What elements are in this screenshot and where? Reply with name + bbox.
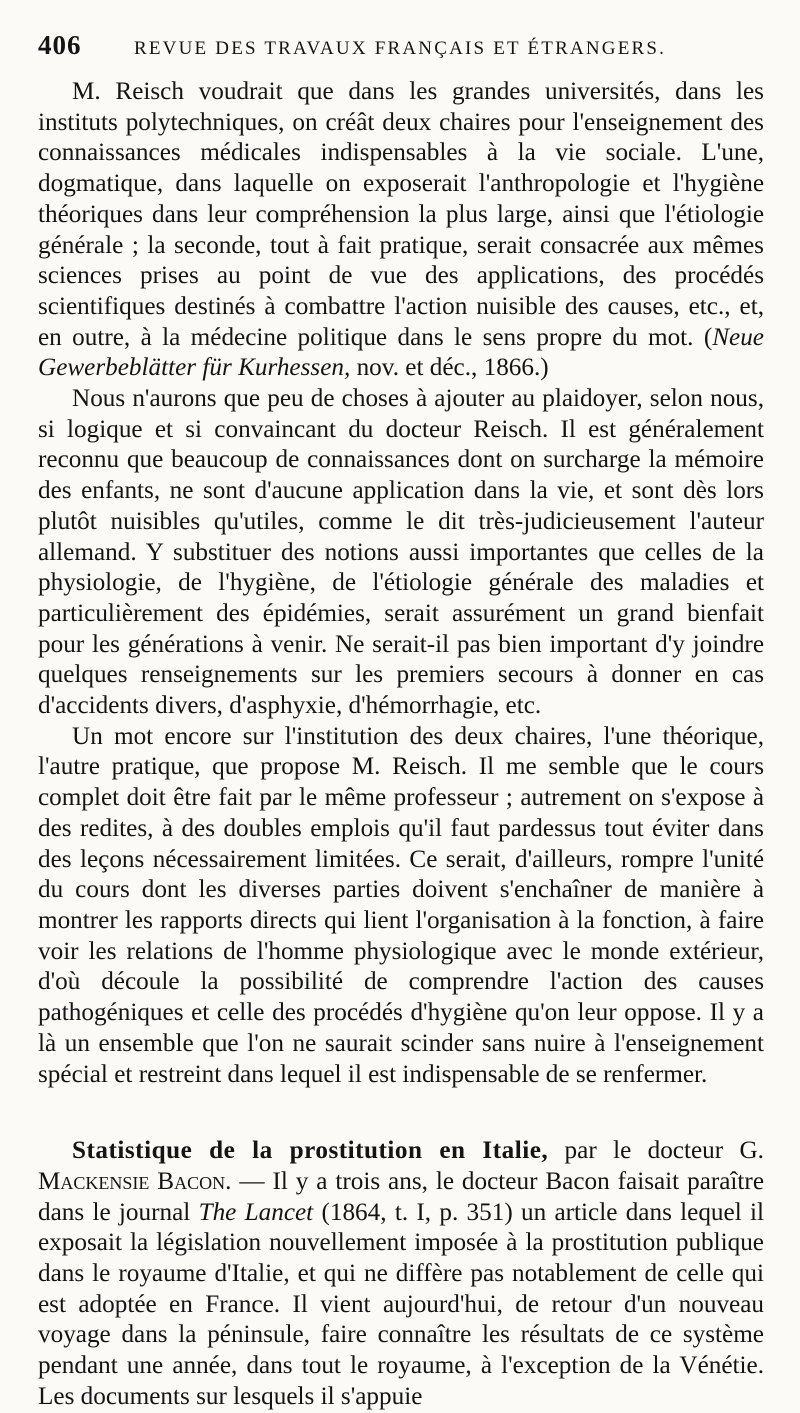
running-header — [38, 30, 764, 71]
section-text-1: — Il y a trois ans, le docteur Bacon faisait paraître dans le journal — [38, 1167, 764, 1226]
body-text — [38, 77, 764, 1413]
paragraph-1 — [38, 77, 764, 384]
section-by: par le docteur G. — [548, 1137, 764, 1165]
page-number: 406 — [38, 30, 82, 60]
running-title: REVUE DES TRAVAUX FRANÇAIS ET ÉTRANGERS. — [134, 38, 667, 59]
citation-date: nov. et déc., 1866.) — [350, 354, 549, 382]
section-author: Mackensie Bacon. — [38, 1167, 232, 1195]
citation-title: Neue Gewerbeblätter für Kurhessen, — [38, 323, 764, 382]
paragraph-2: Nous n'aurons que peu de choses à ajouter au plaidoyer, selon nous, si logique et si convaincant du docteur Reisch. Il est généralement reconnu que beaucoup de connaissances dont on surcharge la mémoire des enfants, ne sont d'aucune application dans la vie, et sont dès lors plutôt nuisibles qu'utiles, comme le dit très-judicieusement l'auteur allemand. Y substituer des notions aussi importantes que celles de la physiologie, de l'hygiène, de l'étiologie générale des maladies et particulièrement des épidémies, serait assurément un grand bienfait pour les générations à venir. Ne serait-il pas bien important d'y joindre quelques renseignements sur les premiers secours à donner en cas d'accidents divers, d'asphyxie, d'hémorrhagie, etc. — [38, 385, 764, 720]
paragraph-1-text: M. Reisch voudrait que dans les grandes universités, dans les instituts polytechniques, on créât deux chaires pour l'enseignement des connaissances médicales indispensables à la vie sociale. L'une, dogmatique, dans laquelle on exposerait l'anthropologie et l'hygiène théoriques dans leur compréhension la plus large, ainsi que l'étiologie générale ; la seconde, tout à fait pratique, serait consacrée aux mêmes sciences prises au point de vue des applications, des procédés scientifiques destinés à combattre l'action nuisible des causes, etc., et, en outre, à la médecine politique dans le sens propre du mot. ( — [38, 78, 764, 351]
section-work-title: The Lancet — [198, 1198, 314, 1226]
section-title: Statistique de la prostitution en Italie, — [72, 1137, 549, 1165]
paragraph-3: Un mot encore sur l'institution des deux chaires, l'une théorique, l'autre pratique, que propose M. Reisch. Il me semble que le cours complet doit être fait par le même professeur ; autrement on s'expose à des redites, à des doubles emplois qu'il faut pardessus tout éviter dans des leçons nécessairement limitées. Ce serait, d'ailleurs, rompre l'unité du cours dont les diverses parties doivent s'enchaîner de manière à montrer les rapports directs qui lient l'organisation à la fonction, à faire voir les relations de l'homme physiologique avec le monde extérieur, d'où découle la possibilité de comprendre l'action des causes pathogéniques et celle des procédés d'hygiène qu'on leur oppose. Il y a là un ensemble que l'on ne saurait scinder sans nuire à l'enseignement spécial et restreint dans lequel il est indispensable de se renfermer. — [38, 722, 764, 1088]
section-spacer — [38, 1090, 764, 1136]
section-text-2: (1864, t. I, p. 351) un article dans lequel il exposait la législation nouvellement imposée à la prostitution publique dans le royaume d'Italie, et qui ne diffère pas notablement de celle qui est adoptée en France. Il vient aujourd'hui, de retour d'un nouveau voyage dans la péninsule, faire connaître les résultats de ce système pendant une année, dans tout le royaume, à l'exception de la Vénétie. Les documents sur lesquels il s'appuie — [38, 1198, 764, 1410]
section-paragraph — [38, 1136, 764, 1412]
